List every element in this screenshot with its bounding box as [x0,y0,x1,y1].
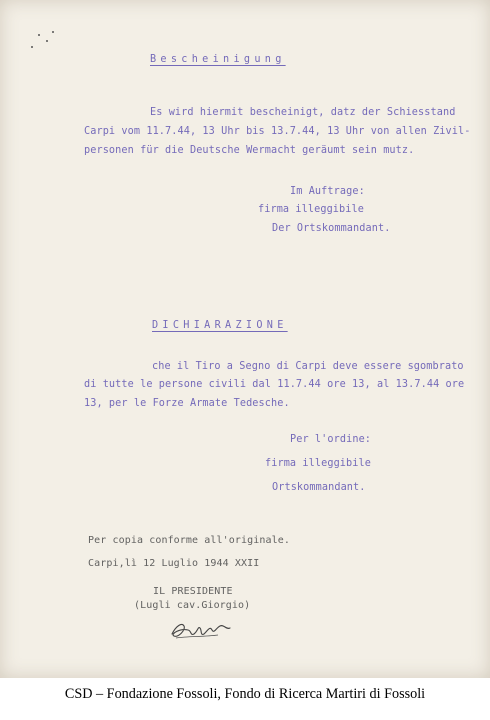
german-text-line-3: personen für die Deutsche Wermacht geräumt sein mutz. [84,145,415,156]
italian-text-line-1: che il Tiro a Segno di Carpi deve essere sgombrato [152,361,464,372]
italian-title: DICHIARAZIONE [152,320,288,331]
italian-sign-line-3: Ortskommandant. [272,482,366,493]
german-text-line-1: Es wird hiermit bescheinigt, datz der Schiesstand [150,107,456,118]
italian-sign-line-2: firma illeggibile [265,458,371,469]
german-title: Bescheinigung [150,54,286,65]
archive-caption: CSD – Fondazione Fossoli, Fondo di Ricerca Martiri di Fossoli [64,686,426,702]
copy-conformity-note: Per copia conforme all'originale. [88,535,290,546]
german-text-line-2: Carpi vom 11.7.44, 13 Uhr bis 13.7.44, 13 Uhr von allen Zivil- [84,126,471,137]
president-name: (Lugli cav.Giorgio) [134,600,251,611]
handwritten-signature [168,612,238,642]
place-date: Carpi,lì 12 Luglio 1944 XXII [88,558,260,569]
italian-sign-line-1: Per l'ordine: [290,434,372,445]
italian-text-line-2: di tutte le persone civili dal 11.7.44 ore 13, al 13.7.44 ore [84,379,465,390]
german-sign-line-3: Der Ortskommandant. [272,223,391,234]
german-sign-line-1: Im Auftrage: [290,186,365,197]
italian-text-line-3: 13, per le Forze Armate Tedesche. [84,398,290,409]
german-sign-line-2: firma illeggibile [258,204,364,215]
president-role: IL PRESIDENTE [153,586,233,597]
